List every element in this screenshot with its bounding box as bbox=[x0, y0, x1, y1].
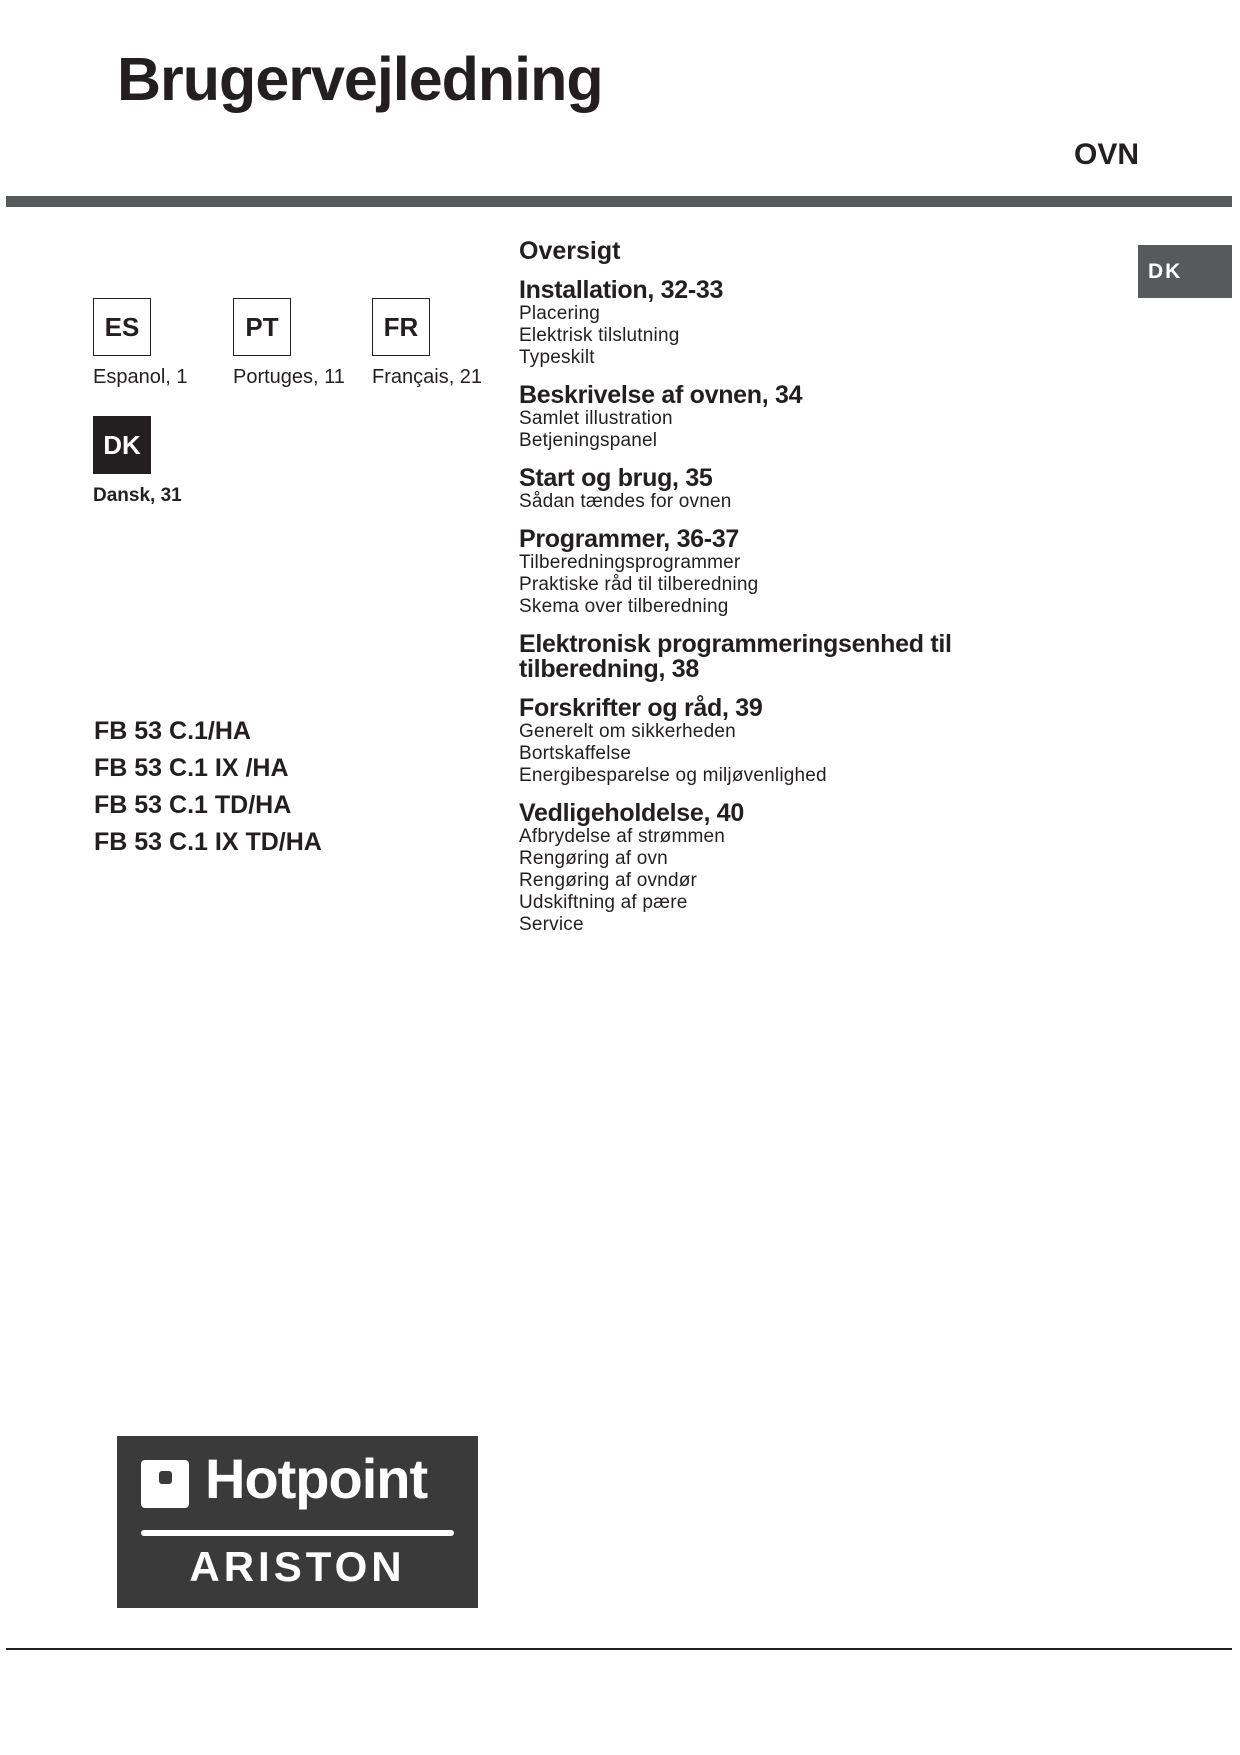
model-number: FB 53 C.1/HA bbox=[94, 717, 251, 745]
toc-section-title[interactable]: Forskrifter og råd, 39 bbox=[519, 694, 763, 722]
logo-divider-bar bbox=[141, 1530, 454, 1536]
toc-section-title[interactable]: Elektronisk programmeringsenhed til tilberedning, 38 bbox=[519, 630, 952, 683]
language-caption-fr[interactable]: Français, 21 bbox=[372, 366, 483, 388]
toc-item[interactable]: Generelt om sikkerheden bbox=[519, 721, 736, 742]
model-number: FB 53 C.1 TD/HA bbox=[94, 791, 292, 819]
toc-section-safety bbox=[519, 696, 1079, 787]
language-box-pt[interactable]: PT bbox=[233, 298, 291, 356]
toc-item[interactable]: Tilberedningsprogrammer bbox=[519, 552, 741, 573]
brand-logo bbox=[117, 1436, 478, 1608]
product-type-label: OVN bbox=[1074, 138, 1140, 171]
footer-divider bbox=[6, 1648, 1232, 1650]
toc-section-programs bbox=[519, 527, 1079, 618]
table-of-contents bbox=[519, 236, 1079, 950]
logo-mark-icon bbox=[141, 1460, 189, 1508]
toc-section-title[interactable]: Programmer, 36-37 bbox=[519, 525, 740, 553]
toc-heading: Oversigt bbox=[519, 237, 621, 265]
logo-mark-dot bbox=[159, 1471, 172, 1484]
toc-item[interactable]: Samlet illustration bbox=[519, 408, 673, 429]
header-divider bbox=[6, 196, 1232, 207]
toc-section-installation bbox=[519, 278, 1079, 369]
toc-item[interactable]: Rengøring af ovndør bbox=[519, 870, 698, 891]
toc-item[interactable]: Sådan tændes for ovnen bbox=[519, 491, 732, 512]
model-number: FB 53 C.1 IX TD/HA bbox=[94, 828, 322, 856]
toc-section-start bbox=[519, 466, 1079, 513]
toc-item[interactable]: Typeskilt bbox=[519, 347, 595, 368]
language-box-dk[interactable]: DK bbox=[93, 416, 151, 474]
toc-section-description bbox=[519, 383, 1079, 452]
toc-item[interactable]: Service bbox=[519, 914, 584, 935]
brand-name-primary: Hotpoint bbox=[205, 1447, 428, 1510]
toc-item[interactable]: Udskiftning af pære bbox=[519, 892, 688, 913]
model-number: FB 53 C.1 IX /HA bbox=[94, 754, 289, 782]
document-title: Brugervejledning bbox=[117, 45, 603, 113]
toc-section-maintenance bbox=[519, 801, 1079, 936]
toc-item[interactable]: Energibesparelse og miljøvenlighed bbox=[519, 765, 827, 786]
toc-item[interactable]: Betjeningspanel bbox=[519, 430, 658, 451]
toc-item[interactable]: Skema over tilberedning bbox=[519, 596, 729, 617]
toc-item[interactable]: Praktiske råd til tilberedning bbox=[519, 574, 759, 595]
language-box-es[interactable]: ES bbox=[93, 298, 151, 356]
language-box-fr[interactable]: FR bbox=[372, 298, 430, 356]
brand-name-secondary: ARISTON bbox=[189, 1543, 406, 1590]
language-caption-pt[interactable]: Portuges, 11 bbox=[233, 366, 345, 388]
toc-section-title[interactable]: Installation, 32-33 bbox=[519, 276, 724, 304]
language-caption-es[interactable]: Espanol, 1 bbox=[93, 366, 188, 388]
toc-item[interactable]: Bortskaffelse bbox=[519, 743, 632, 764]
language-side-tab: DK bbox=[1138, 245, 1232, 298]
toc-section-title[interactable]: Beskrivelse af ovnen, 34 bbox=[519, 381, 803, 409]
toc-item[interactable]: Afbrydelse af strømmen bbox=[519, 826, 726, 847]
toc-section-programmer bbox=[519, 632, 1079, 682]
toc-item[interactable]: Rengøring af ovn bbox=[519, 848, 668, 869]
language-caption-dk[interactable]: Dansk, 31 bbox=[93, 485, 182, 506]
toc-section-title[interactable]: Start og brug, 35 bbox=[519, 464, 713, 492]
toc-item[interactable]: Placering bbox=[519, 303, 601, 324]
toc-item[interactable]: Elektrisk tilslutning bbox=[519, 325, 680, 346]
toc-section-title[interactable]: Vedligeholdelse, 40 bbox=[519, 799, 744, 827]
